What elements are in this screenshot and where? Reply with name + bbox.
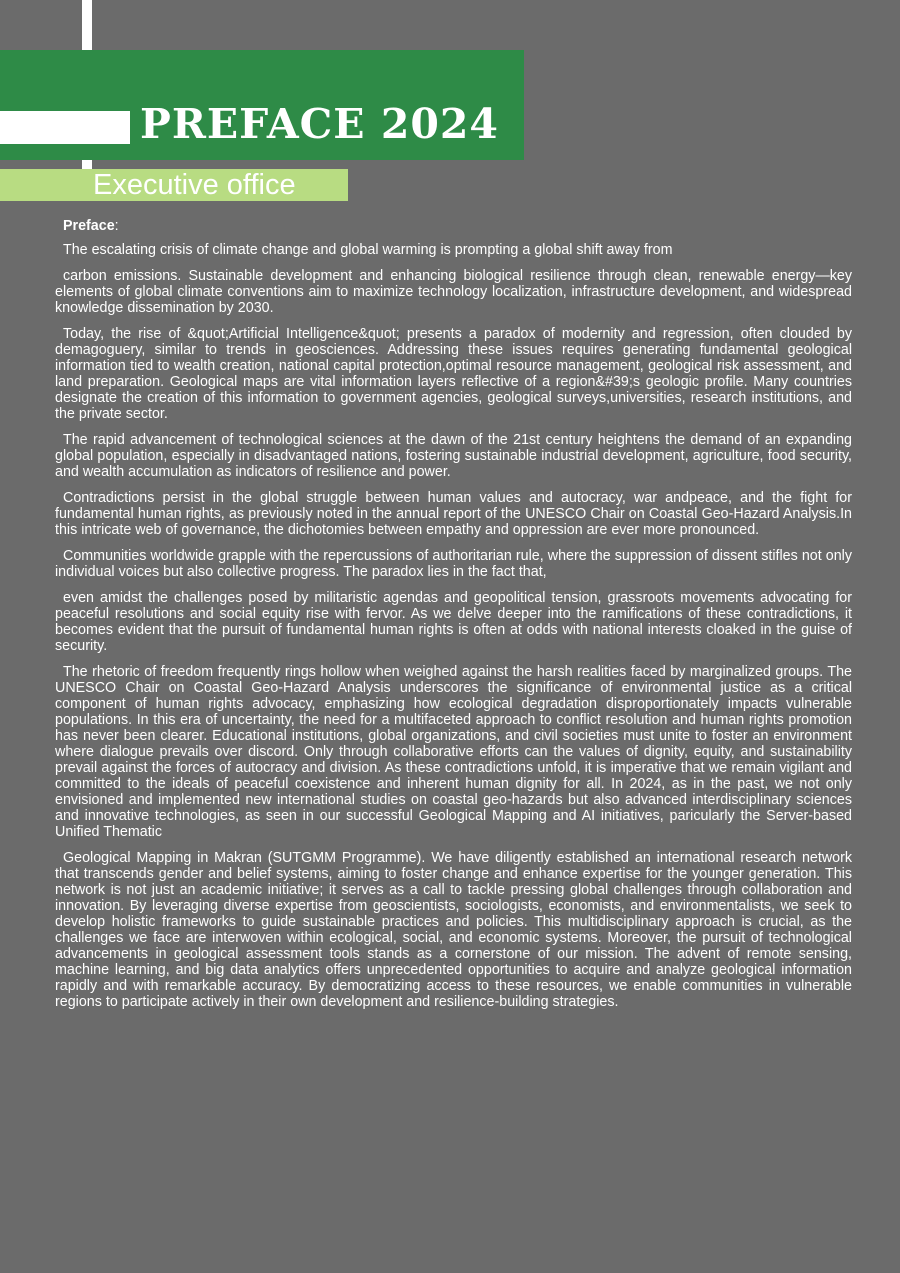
paragraph-4: The rapid advancement of technological sciences at the dawn of the 21st century heightens the demand of an expanding global population, especially in disadvantaged nations, fostering sustainable industrial development, agriculture, food security, and wealth accumulation as indicators of resilience and power.: [55, 432, 852, 480]
paragraph-2: carbon emissions. Sustainable development and enhancing biological resilience through clean, renewable energy—key elements of global climate conventions aim to maximize technology localization, infrastructure development, and widespread knowledge dissemination by 2030.: [55, 268, 852, 316]
paragraph-8: The rhetoric of freedom frequently rings hollow when weighed against the harsh realities faced by marginalized groups. The UNESCO Chair on Coastal Geo-Hazard Analysis underscores the significance of environmental justice as a critical component of human rights advocacy, emphasizing how ecological degradation disproportionately impacts vulnerable populations. In this era of uncertainty, the need for a multifaceted approach to conflict resolution and human rights promotion has never been clearer. Educational institutions, global organizations, and civil societies must unite to foster an environment where dialogue prevails over discord. Only through collaborative efforts can the values of dignity, equity, and sustainability prevail against the forces of autocracy and division. As these contradictions unfold, it is imperative that we remain vigilant and committed to the ideals of peaceful coexistence and inherent human dignity for all. In 2024, as in the past, we not only envisioned and implemented new international studies on coastal geo-hazards but also advanced interdisciplinary sciences and innovative technologies, as seen in our successful Geological Mapping and AI initiatives, paricularly the Server-based Unified Thematic: [55, 664, 852, 840]
paragraph-5: Contradictions persist in the global struggle between human values and autocracy, war andpeace, and the fight for fundamental human rights, as previously noted in the annual report of the UNESCO Chair on Coastal Geo-Hazard Analysis.In this intricate web of governance, the dichotomies between empathy and oppression are ever more pronounced.: [55, 490, 852, 538]
page-subtitle: Executive office: [93, 169, 296, 201]
preface-body: [55, 218, 852, 1020]
paragraph-1: The escalating crisis of climate change and global warming is prompting a global shift away from: [63, 242, 673, 258]
section-heading-label: Preface: [63, 218, 115, 234]
section-heading: [55, 218, 852, 234]
paragraph-9: Geological Mapping in Makran (SUTGMM Programme). We have diligently established an international research network that transcends gender and belief systems, aiming to foster change and enhance expertise for the younger generation. This network is not just an academic initiative; it serves as a call to tackle pressing global challenges through collaboration and innovation. By leveraging diverse expertise from geoscientists, sociologists, economists, and environmentalists, we seek to develop holistic frameworks to guide sustainable practices and policies. This multidisciplinary approach is crucial, as the challenges we face are interwoven within ecological, social, and economic systems. Moreover, the pursuit of technological advancements in geological assessment tools stands as a cornerstone of our mission. The advent of remote sensing, machine learning, and big data analytics offers unprecedented opportunities to acquire and analyze geological information rapidly and with remarkable accuracy. By democratizing access to these resources, we enable communities in vulnerable regions to participate actively in their own development and resilience-building strategies.: [55, 850, 852, 1010]
paragraph-3: Today, the rise of &quot;Artificial Intelligence&quot; presents a paradox of modernity and regression, often clouded by demagoguery, similar to trends in geosciences. Addressing these issues requires generating fundamental geological information tied to wealth creation, national capital protection,optimal resource management, geological risk assessment, and land preparation. Geological maps are vital information layers reflective of a region&#39;s geologic profile. Many countries designate the creation of this information to government agencies, geological surveys,universities, research institutions, and the private sector.: [55, 326, 852, 422]
page-title: PREFACE 2024: [140, 100, 499, 148]
paragraph-6: Communities worldwide grapple with the repercussions of authoritarian rule, where the suppression of dissent stifles not only individual voices but also collective progress. The paradox lies in the fact that,: [55, 548, 852, 580]
section-heading-colon: :: [114, 218, 119, 234]
paragraph-7: even amidst the challenges posed by militaristic agendas and geopolitical tension, grassroots movements advocating for peaceful resolutions and social equity rise with fervor. As we delve deeper into the ramifications of these contradictions, it becomes evident that the pursuit of fundamental human rights is often at odds with national interests cloaked in the guise of security.: [55, 590, 852, 654]
decorative-horizontal-bar: [0, 111, 130, 144]
